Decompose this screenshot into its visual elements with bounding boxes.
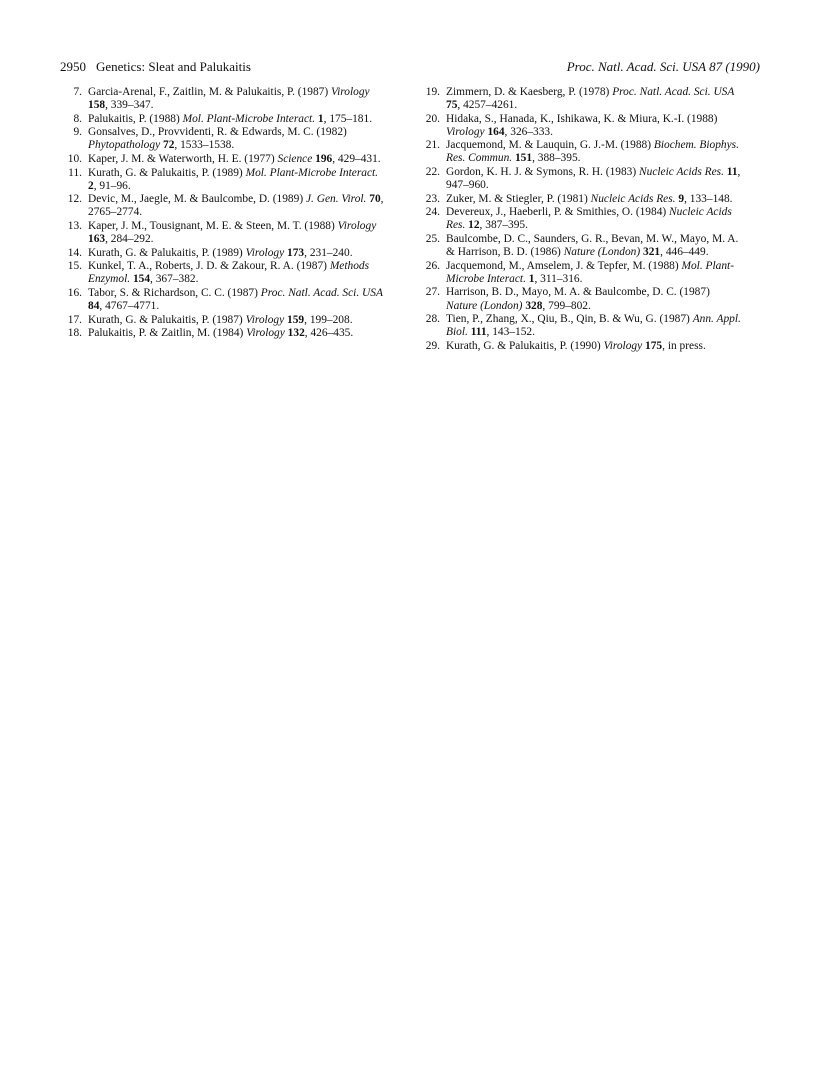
reference-pages: , 143–152. [486, 326, 535, 339]
reference-authors: Kaper, J. M. & Waterworth, H. E. (1977) [88, 152, 275, 165]
reference-authors: Kurath, G. & Palukaitis, P. (1989) [88, 166, 243, 179]
reference-journal: Mol. Plant-Microbe Interact. [182, 112, 316, 125]
reference-entry [420, 113, 742, 139]
section-title: Genetics: Sleat and Palukaitis [96, 59, 251, 74]
reference-authors: Kurath, G. & Palukaitis, P. (1989) [88, 246, 243, 259]
reference-journal: Virology [337, 219, 377, 232]
reference-volume: 159 [287, 313, 305, 326]
reference-number: 11. [68, 166, 82, 179]
reference-volume: 11 [726, 166, 738, 179]
reference-journal: J. Gen. Virol. [305, 193, 367, 206]
reference-entry [62, 260, 384, 286]
reference-number: 25. [425, 233, 440, 246]
reference-number: 14. [67, 246, 82, 259]
page-number: 2950 [60, 59, 86, 74]
reference-journal: Nucleic Acids Res. [639, 166, 724, 179]
reference-entry [62, 247, 384, 260]
reference-number: 8. [73, 112, 82, 125]
reference-authors: Kunkel, T. A., Roberts, J. D. & Zakour, R. A. (1987) [88, 260, 327, 273]
reference-journal: Phytopathology [88, 139, 161, 152]
reference-authors: Zimmern, D. & Kaesberg, P. (1978) [446, 86, 610, 98]
reference-number: 15. [67, 260, 82, 273]
reference-journal: Ann. Appl. Biol. [446, 313, 741, 339]
reference-number: 10. [67, 152, 82, 165]
reference-entry [420, 260, 742, 286]
reference-pages: , 175–181. [323, 112, 373, 125]
running-header [60, 59, 760, 77]
reference-volume: 12 [468, 219, 480, 232]
reference-authors: Devereux, J., Haeberli, P. & Smithies, O. (1984) [446, 206, 667, 219]
reference-pages: , 311–316. [534, 272, 583, 285]
reference-entry [420, 206, 742, 232]
reference-entry [420, 86, 742, 112]
reference-authors: Baulcombe, D. C., Saunders, G. R., Bevan, M. W., Mayo, M. A. & Harrison, B. D. (1986) [446, 233, 739, 259]
reference-pages: , 388–395. [532, 152, 581, 165]
reference-pages: , 446–449. [660, 246, 709, 259]
reference-entry [62, 113, 384, 126]
reference-number: 27. [425, 286, 440, 299]
reference-volume: 111 [470, 326, 487, 339]
reference-volume: 163 [88, 233, 106, 246]
reference-number: 19. [425, 86, 440, 98]
reference-entry [62, 193, 384, 219]
reference-pages: , 339–347. [105, 99, 154, 112]
reference-number: 20. [425, 112, 440, 125]
reference-authors: Harrison, B. D., Mayo, M. A. & Baulcombe, D. C. (1987) [446, 286, 710, 299]
reference-pages: , 426–435. [304, 327, 354, 340]
reference-number: 17. [67, 313, 82, 326]
reference-entry [420, 193, 742, 206]
reference-authors: Jacquemond, M., Amselem, J. & Tepfer, M. (1988) [446, 259, 679, 272]
reference-number: 29. [425, 339, 440, 352]
reference-number: 21. [425, 139, 440, 152]
reference-number: 12. [67, 193, 82, 206]
reference-pages: , 199–208. [304, 313, 353, 326]
reference-journal: Nature (London) [563, 246, 641, 259]
reference-authors: Tien, P., Zhang, X., Qiu, B., Qin, B. & Wu, G. (1987) [446, 313, 690, 326]
reference-pages: , 231–240. [304, 246, 353, 259]
reference-pages: , 326–333. [504, 125, 553, 138]
reference-number: 28. [425, 313, 440, 326]
reference-entry [62, 287, 384, 313]
reference-journal: Biochem. Biophys. Res. Commun. [446, 139, 739, 165]
references-left-column [62, 86, 384, 341]
reference-pages: , 4767–4771. [99, 300, 160, 312]
reference-journal: Virology [603, 339, 643, 352]
reference-journal: Virology [245, 313, 285, 326]
reference-volume: 173 [287, 246, 305, 259]
reference-entry [420, 166, 742, 192]
reference-journal: Proc. Natl. Acad. Sci. USA [612, 86, 735, 98]
reference-pages: , 1533–1538. [174, 139, 235, 152]
reference-volume: 158 [88, 99, 106, 112]
reference-number: 18. [67, 327, 82, 340]
reference-authors: Gonsalves, D., Provvidenti, R. & Edwards, M. C. (1982) [88, 126, 347, 139]
reference-authors: Gordon, K. H. J. & Symons, R. H. (1983) [446, 166, 637, 179]
reference-pages: , 429–431. [332, 152, 381, 165]
reference-pages: , in press. [662, 339, 706, 352]
reference-volume: 72 [163, 139, 175, 152]
reference-volume: 84 [88, 300, 100, 312]
reference-number: 24. [425, 206, 440, 219]
reference-entry [420, 233, 742, 259]
reference-volume: 196 [315, 152, 333, 165]
reference-journal: Science [277, 152, 313, 165]
reference-volume: 9 [678, 192, 685, 205]
reference-volume: 75 [446, 99, 458, 112]
reference-authors: Kurath, G. & Palukaitis, P. (1990) [446, 339, 601, 352]
reference-entry [420, 139, 742, 165]
reference-entry [62, 220, 384, 246]
reference-entry [62, 314, 384, 327]
reference-volume: 132 [287, 327, 305, 340]
reference-pages: , 2765–2774. [88, 193, 384, 219]
reference-volume: 175 [645, 339, 663, 352]
reference-volume: 70 [369, 193, 381, 206]
references-right-column [420, 86, 742, 353]
reference-authors: Tabor, S. & Richardson, C. C. (1987) [88, 286, 258, 299]
reference-pages: , 91–96. [93, 179, 131, 192]
reference-journal: Proc. Natl. Acad. Sci. USA [260, 286, 383, 299]
reference-volume: 151 [514, 152, 533, 165]
reference-entry [62, 153, 384, 166]
reference-authors: Kaper, J. M., Tousignant, M. E. & Steen, M. T. (1988) [88, 219, 335, 232]
reference-pages: , 4257–4261. [457, 99, 518, 112]
reference-entry [420, 313, 742, 339]
reference-volume: 154 [132, 273, 151, 286]
reference-journal: Mol. Plant-Microbe Interact. [446, 259, 735, 285]
reference-number: 7. [73, 86, 82, 98]
reference-pages: , 947–960. [446, 166, 741, 192]
reference-pages: , 284–292. [105, 233, 154, 246]
reference-volume: 1 [317, 112, 324, 125]
reference-volume: 321 [643, 246, 661, 259]
reference-entry [62, 167, 384, 193]
reference-authors: Palukaitis, P. (1988) [88, 112, 180, 125]
reference-volume: 2 [88, 179, 94, 192]
reference-journal: Virology [246, 327, 285, 340]
reference-journal: Methods Enzymol. [88, 260, 370, 286]
journal-citation: Proc. Natl. Acad. Sci. USA 87 (1990) [566, 59, 760, 74]
reference-journal: Nucleic Acids Res. [446, 206, 732, 232]
reference-authors: Palukaitis, P. & Zaitlin, M. (1984) [88, 327, 244, 340]
reference-journal: Nucleic Acids Res. [590, 192, 676, 205]
reference-journal: Nature (London) [446, 299, 523, 312]
reference-pages: , 367–382. [150, 273, 199, 286]
reference-number: 23. [425, 192, 440, 205]
reference-pages: , 133–148. [684, 192, 733, 205]
reference-entry [420, 286, 742, 312]
reference-authors: Devic, M., Jaegle, M. & Baulcombe, D. (1989) [88, 193, 304, 206]
reference-authors: Garcia-Arenal, F., Zaitlin, M. & Palukaitis, P. (1987) [88, 86, 329, 98]
reference-journal: Virology [245, 246, 285, 259]
reference-journal: Virology [446, 125, 485, 138]
reference-entry [420, 340, 742, 353]
reference-number: 22. [425, 166, 440, 179]
reference-volume: 328 [525, 299, 543, 312]
reference-number: 13. [67, 219, 82, 232]
reference-authors: Hidaka, S., Hanada, K., Ishikawa, K. & Miura, K.-I. (1988) [446, 112, 718, 125]
reference-authors: Kurath, G. & Palukaitis, P. (1987) [88, 313, 243, 326]
reference-volume: 1 [528, 272, 535, 285]
reference-journal: Virology [331, 86, 370, 98]
reference-number: 16. [67, 286, 82, 299]
reference-authors: Zuker, M. & Stiegler, P. (1981) [446, 192, 588, 205]
reference-number: 9. [73, 126, 82, 139]
reference-journal: Mol. Plant-Microbe Interact. [245, 166, 379, 179]
reference-number: 26. [425, 259, 440, 272]
reference-entry [62, 86, 384, 112]
reference-volume: 164 [487, 125, 505, 138]
reference-entry [62, 327, 384, 340]
reference-entry [62, 126, 384, 152]
reference-pages: , 799–802. [542, 299, 591, 312]
reference-authors: Jacquemond, M. & Lauquin, G. J.-M. (1988) [446, 139, 652, 152]
reference-pages: , 387–395. [479, 219, 528, 232]
